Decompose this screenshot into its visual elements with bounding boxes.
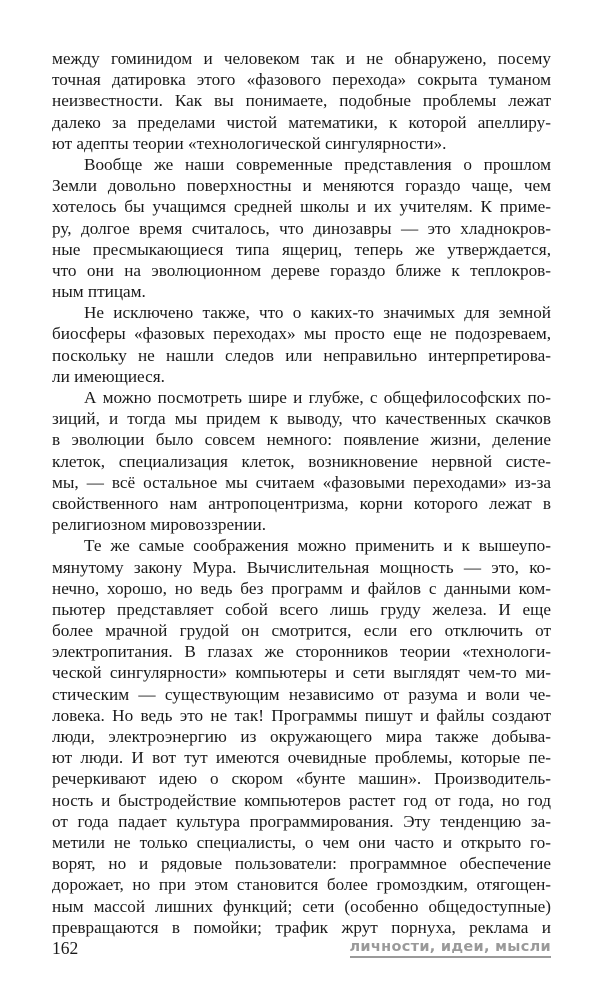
text-line-content: А можно посмотреть шире и глубже, с общефилософских по- bbox=[84, 388, 551, 407]
text-line-content: неизвестности. Как вы понимаете, подобные проблемы лежат bbox=[52, 91, 551, 111]
text-line bbox=[52, 599, 551, 620]
text-line bbox=[52, 366, 551, 387]
text-line bbox=[52, 578, 551, 599]
text-line-content: ность и быстродействие компьютеров растет год от года, но год bbox=[52, 790, 551, 810]
text-line bbox=[52, 69, 551, 90]
page-number: 162 bbox=[52, 938, 79, 958]
text-line bbox=[52, 323, 551, 344]
paragraph bbox=[52, 302, 551, 387]
text-line-content: более мрачной грудой он смотрится, если его отключить от bbox=[52, 621, 551, 641]
text-line-content: религиозном мировоззрении. bbox=[52, 515, 267, 535]
text-line-content: ют люди. И вот тут имеются очевидные проблемы, которые пе- bbox=[52, 748, 551, 768]
text-line bbox=[52, 853, 551, 874]
text-line-content: ли имеющиеся. bbox=[52, 366, 165, 386]
text-line bbox=[52, 451, 551, 472]
text-line bbox=[52, 281, 551, 302]
text-line-content: в эволюции было совсем немного: появление жизни, деление bbox=[52, 430, 551, 450]
text-line bbox=[52, 90, 551, 111]
text-line bbox=[52, 557, 551, 578]
text-line bbox=[52, 48, 551, 69]
text-line-content: зиций, и тогда мы придем к выводу, что качественных скачков bbox=[52, 409, 551, 429]
text-line bbox=[52, 662, 551, 683]
text-line-content: мянутому закону Мура. Вычислительная мощность — это, ко- bbox=[52, 557, 551, 577]
text-line-content: далеко за пределами чистой математики, к которой апеллиру- bbox=[52, 112, 551, 132]
text-line-content: люди, электроэнергию из окружающего мира также добыва- bbox=[52, 727, 551, 746]
text-line bbox=[52, 535, 551, 556]
text-line bbox=[52, 218, 551, 239]
text-line bbox=[52, 175, 551, 196]
text-line bbox=[52, 493, 551, 514]
text-line-content: электропитания. В глазах же сторонников теории «технологи- bbox=[52, 642, 551, 662]
running-title: личности, идеи, мысли bbox=[350, 939, 552, 958]
text-line bbox=[52, 641, 551, 662]
text-line-content: дорожает, но при этом становится более громоздким, отягощен- bbox=[52, 875, 551, 895]
text-line bbox=[52, 790, 551, 811]
text-line bbox=[52, 747, 551, 768]
text-line-content: речеркивают идею о скором «бунте машин». Производитель- bbox=[52, 769, 551, 789]
text-line-content: точная датировка этого «фазового перехода» сокрыта туманом bbox=[52, 70, 551, 90]
text-line-content: клеток, специализация клеток, возникновение нервной систе- bbox=[52, 451, 551, 471]
text-line-content: ным птицам. bbox=[52, 282, 146, 302]
text-line-content: между гоминидом и человеком так и не обнаружено, посему bbox=[52, 49, 551, 68]
text-line bbox=[52, 345, 551, 366]
text-line bbox=[52, 196, 551, 217]
text-line-content: Вообще же наши современные представления о прошлом bbox=[84, 154, 551, 174]
text-line-content: метили не только специалисты, о чем они часто и открыто го- bbox=[52, 832, 551, 852]
text-line-content: Земли довольно поверхностны и меняются гораздо чаще, чем bbox=[52, 176, 551, 196]
text-line bbox=[52, 726, 551, 747]
text-line bbox=[52, 472, 551, 493]
text-line bbox=[52, 874, 551, 895]
text-line-content: ческой сингулярности» компьютеры и сети выглядят чем-то ми- bbox=[52, 663, 551, 683]
paragraph bbox=[52, 154, 551, 302]
text-line-content: свойственного нам антропоцентризма, корни которого лежат в bbox=[52, 493, 551, 513]
text-line bbox=[52, 684, 551, 705]
text-line bbox=[52, 896, 551, 917]
text-line bbox=[52, 260, 551, 281]
text-line-content: мы, — всё остальное мы считаем «фазовыми переходами» из-за bbox=[52, 472, 551, 492]
text-line bbox=[52, 154, 551, 175]
text-line bbox=[52, 408, 551, 429]
text-line-content: пьютер представляет собой всего лишь груду железа. И еще bbox=[52, 599, 551, 619]
text-line-content: поскольку не нашли следов или неправильно интерпретирова- bbox=[52, 345, 551, 365]
text-line-content: биосферы «фазовых переходах» мы просто еще не подозреваем, bbox=[52, 324, 551, 344]
text-line-content: стическим — существующим независимо от разума и воли че- bbox=[52, 684, 551, 704]
page-footer bbox=[52, 938, 551, 962]
text-line bbox=[52, 620, 551, 641]
text-line bbox=[52, 112, 551, 133]
text-line bbox=[52, 811, 551, 832]
text-line bbox=[52, 239, 551, 260]
text-line-content: ным массой лишних функций; сети (особенно общедоступные) bbox=[52, 896, 551, 916]
text-line-content: от года падает культура программирования. Эту тенденцию за- bbox=[52, 811, 551, 831]
text-line bbox=[52, 133, 551, 154]
text-line bbox=[52, 832, 551, 853]
body-text bbox=[52, 48, 551, 938]
text-line bbox=[52, 917, 551, 938]
text-line-content: ру, долгое время считалось, что динозавры — это хладнокров- bbox=[52, 218, 551, 238]
text-line-content: ворят, но и рядовые пользователи: программное обеспечение bbox=[52, 854, 551, 874]
paragraph bbox=[52, 535, 551, 938]
text-line-content: ловека. Но ведь это не так! Программы пишут и файлы создают bbox=[52, 705, 551, 725]
text-line-content: Не исключено также, что о каких-то значимых для земной bbox=[84, 303, 551, 323]
text-line-content: превращаются в помойки; трафик жрут порнуха, реклама и bbox=[52, 917, 551, 937]
text-line-content: хотелось бы учащимся средней школы и их учителям. К приме- bbox=[52, 197, 551, 217]
text-line bbox=[52, 429, 551, 450]
text-line-content: что они на эволюционном дереве гораздо ближе к теплокров- bbox=[52, 260, 551, 280]
text-line bbox=[52, 705, 551, 726]
text-line-content: Те же самые соображения можно применить и к вышеупо- bbox=[84, 536, 551, 556]
text-line bbox=[52, 387, 551, 408]
text-line bbox=[52, 302, 551, 323]
paragraph bbox=[52, 48, 551, 154]
text-line-content: ные пресмыкающиеся типа ящериц, теперь же утверждается, bbox=[52, 239, 551, 259]
text-line-content: ют адепты теории «технологической сингулярности». bbox=[52, 133, 447, 153]
text-line bbox=[52, 768, 551, 789]
paragraph bbox=[52, 387, 551, 535]
text-line-content: нечно, хорошо, но ведь без программ и файлов с данными ком- bbox=[52, 578, 551, 598]
text-line bbox=[52, 514, 551, 535]
